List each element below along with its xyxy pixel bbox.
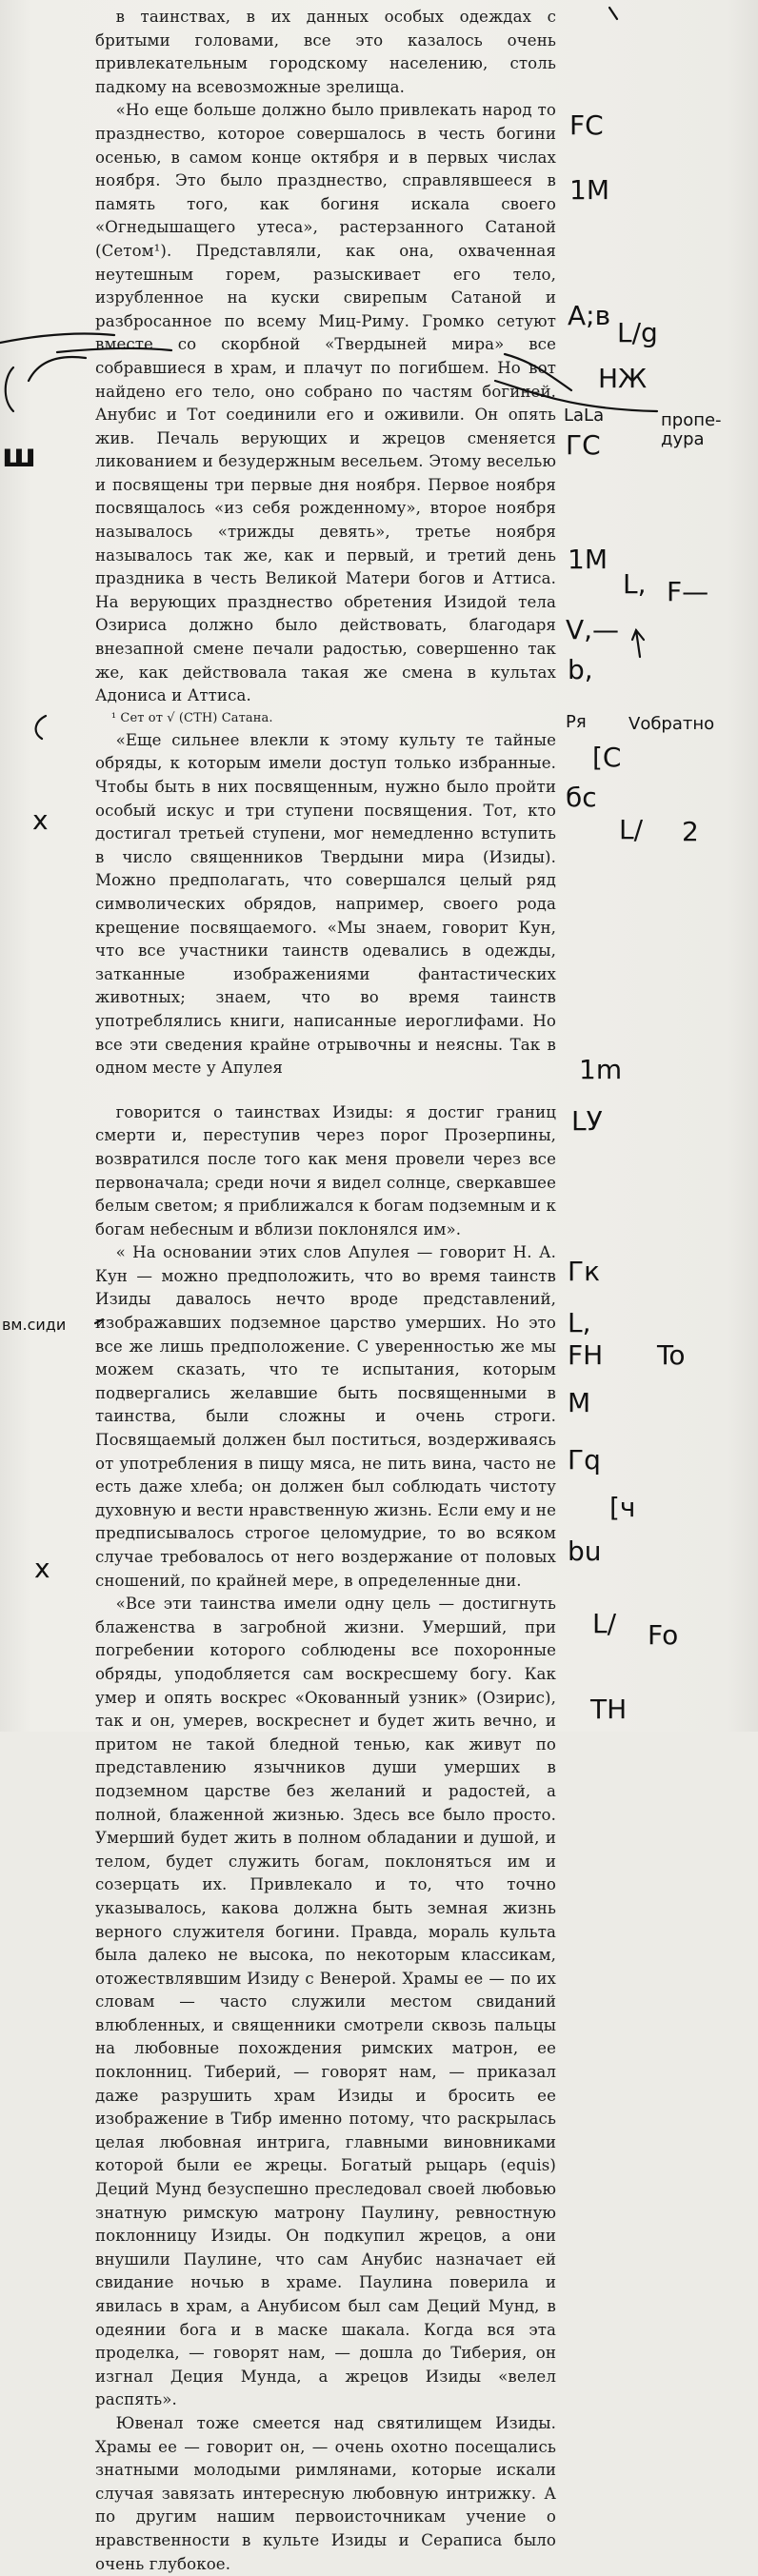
margin-note: бc (566, 782, 597, 813)
margin-note: TH (590, 1694, 628, 1725)
margin-note: Гк (568, 1256, 600, 1287)
paragraph-7: Ювенал тоже смеется над святилищем Изиды. Храмы ее — говорит он, — очень охотно посещались знатными молодыми римлянами, которые искали случая завязать интересную любовную интрижку. А по другим нашим первоисточникам учение о нравственности в культе Изиды и Сераписа было очень глубокое. (95, 2413, 556, 2573)
paragraph-3: «Еще сильнее влекли к этому культу те тайные обряды, к которым имели доступ только избранные. Чтобы быть в них посвященным, нужно было пройти особый искус и три ступени посвящения. Тот, кто достигал третьей ступени, мог немедленно вступить в число священников Твердыни мира (Изиды). Можно предполагать, что совершался целый ряд символических обрядов, например, своего рода крещение посвящаемого. «Мы знаем, говорит Кун, что все участники таинств одевались в одежды, затканные изображениями фантастических животных; знаем, что во время таинств употреблялись книги, написанные иероглифами. Но все эти сведения крайне отрывочны и неясны. Так в одном месте у Апулея (95, 730, 556, 1078)
margin-note: Ря (566, 712, 587, 732)
margin-note: FC (569, 109, 604, 141)
margin-note: 1M (568, 544, 608, 575)
margin-note: 2 (682, 816, 699, 847)
footnote: ¹ Сет от √ (СТН) Сатана. (110, 710, 273, 725)
margin-note: пропе-дура (661, 410, 722, 449)
margin-note: ГC (566, 429, 601, 461)
margin-note-left: х (32, 804, 49, 836)
leader-line (505, 354, 571, 390)
leader-line (95, 1319, 103, 1323)
margin-note: 1m (579, 1054, 623, 1085)
margin-note-left: вм.сиди (2, 1316, 67, 1334)
margin-note-left: ш (2, 437, 37, 475)
margin-note: [ч (609, 1492, 636, 1523)
margin-note: LУ (571, 1105, 603, 1137)
margin-stroke (0, 333, 114, 343)
paragraph-5: « На основании этих слов Апулея — говорит Н. А. Кун — можно предположить, что во время таинств Изиды давалось нечто вроде представлений, изображавших подземное царство умерших. Но это все же лишь предположение. С уверенностью же мы можем сказать, что те испытания, которым подвергались желавшие быть посвященными в таинства, были сложны и очень строги. Посвящаемый должен был поститься, воздерживаясь от употребления в пищу мяса, не пить вина, часто не есть даже хлеба; он должен был соблюдать чистоту духовную и вести нравственную жизнь. Если ему и не предписывалось строгое целомудрие, то во всяком случае требовалось от него воздержание от половых сношений, по крайней мере, в определенные дни. (95, 1243, 556, 1590)
margin-note: [C (592, 742, 622, 773)
paragraph-4: говорится о таинствах Изиды: я достиг границ смерти и, переступив через порог Прозерпины, возвратился после того как меня провели через все первоначала; среди ночи я видел солнце, сверкавшее белым светом; я приближался к богам подземным и к богам небесным и вблизи поклонялся им». (95, 1102, 556, 1238)
margin-note: F— (667, 576, 709, 607)
margin-note: V,— (566, 614, 620, 645)
margin-stroke (57, 348, 171, 352)
margin-note: 1M (569, 174, 609, 206)
margin-note: HЖ (598, 363, 648, 394)
margin-note: M (568, 1387, 591, 1418)
margin-note: To (657, 1339, 686, 1371)
margin-note: b, (568, 654, 593, 685)
margin-note: Гq (568, 1444, 601, 1476)
margin-note: LaLa (564, 406, 605, 426)
margin-note: bu (568, 1536, 602, 1567)
margin-bracket (6, 367, 13, 411)
margin-note: L/g (617, 317, 658, 348)
margin-note: Fo (648, 1619, 679, 1651)
paragraph-6: «Все эти таинства имели одну цель — достигнуть блаженства в загробной жизни. Умерший, при погребении которого соблюдены все похоронные обряды, уподобляется сам воскресшему богу. Как умер и опять воскрес «Окованный узник» (Озирис), так и он, умерев, воскреснет и будет жить вечно, и притом не такой бледной тенью, как живут по представлению язычников души умерших в подземном царстве без желаний и радостей, а полной, блаженной жизнью. Здесь все было просто. Умерший будет жить в полном обладании и душой, и телом, будет служить богам, поклоняться им и созерцать их. Привлекало и то, что точно указывалось, какова должна быть земная жизнь верного служителя богини. Правда, мораль культа была далеко не высока, по некоторым классикам, отожествлявшим Изиду с Венерой. Храмы ее — по их словам — часто служили местом свиданий влюбленных, и священники смотрели сквозь пальцы на любовные похождения римских матрон, ее поклонниц. Тиберий, — говорят нам, — приказал даже разрушить храм Изиды и бросить ее изображение в Тибр именно потому, что раскрылась целая любовная интрига, главными виновниками которой были ее жрецы. Богатый рыцарь (equis) Деций Мунд безуспешно преследовал своей любовью знатную римскую матрону Паулину, ревностную поклонницу Изиды. Он подкупил жрецов, а они внушили Паулине, что сам Анубис назначает ей свидание ночью в храме. Паулина поверила и явилась в храм, а Анубисом был сам Деций Мунд, в одеянии бога и в маске шакала. Когда вся эта проделка, — говорят нам, — дошла до Тиберия, он изгнал Деция Мунда, а жрецов Изиды «велел распять». (95, 1595, 556, 2409)
leader-line (495, 381, 657, 411)
margin-note: L, (568, 1307, 591, 1338)
margin-note: L/ (592, 1608, 617, 1639)
margin-note: A;в (568, 300, 611, 331)
margin-note: FH (568, 1339, 604, 1371)
margin-note: Vобратно (628, 714, 715, 734)
paragraph-1: в таинствах, в их данных особых одеждах с бритыми головами, все это казалось очень привлекательным городскому населению, столь падкому на всевозможные зрелища. (95, 8, 556, 96)
paragraph-2: «Но еще больше должно было привлекать народ то празднество, которое совершалось в честь богини осенью, в самом конце октября и в первых числах ноября. Это было празднество, справлявшееся в память того, как богиня искала своего «Огнедышащего утеса», растерзанного Сатаной (Сетом¹). Представляли, как она, охваченная неутешным горем, разыскивает его тело, изрубленное на куски свирепым Сатаной и разбросанное по всему Миц-Риму. Громко сетуют вместе со скорбной «Твердыней мира» все собравшиеся в храм, и плачут по погибшем. Но вот найдено его тело, оно собрано по частям богиней. Анубис и Тот соединили его и оживили. Он опять жив. Печаль верующих и жрецов сменяется ликованием и безудержным весельем. Этому веселью и посвящены три первые дня ноября. Первое ноября посвящалось «из себя рожденному», второе ноября называлось «трижды девять», третье ноября называлось так же, как и первый, и третий день праздника в честь Великой Матери богов и Аттиса. На верующих празднество обретения Изидой тела Озириса должно было действовать, благодаря внезапной смене печали радостью, совершенно так же, как действовала такая же смена в культах Адониса и Аттиса. (95, 101, 556, 705)
margin-note-left: х (34, 1553, 50, 1584)
margin-note: L/ (619, 814, 644, 845)
margin-bracket (36, 716, 46, 739)
margin-note: L, (623, 568, 647, 600)
margin-stroke (29, 357, 86, 381)
margin-stroke (609, 8, 617, 19)
